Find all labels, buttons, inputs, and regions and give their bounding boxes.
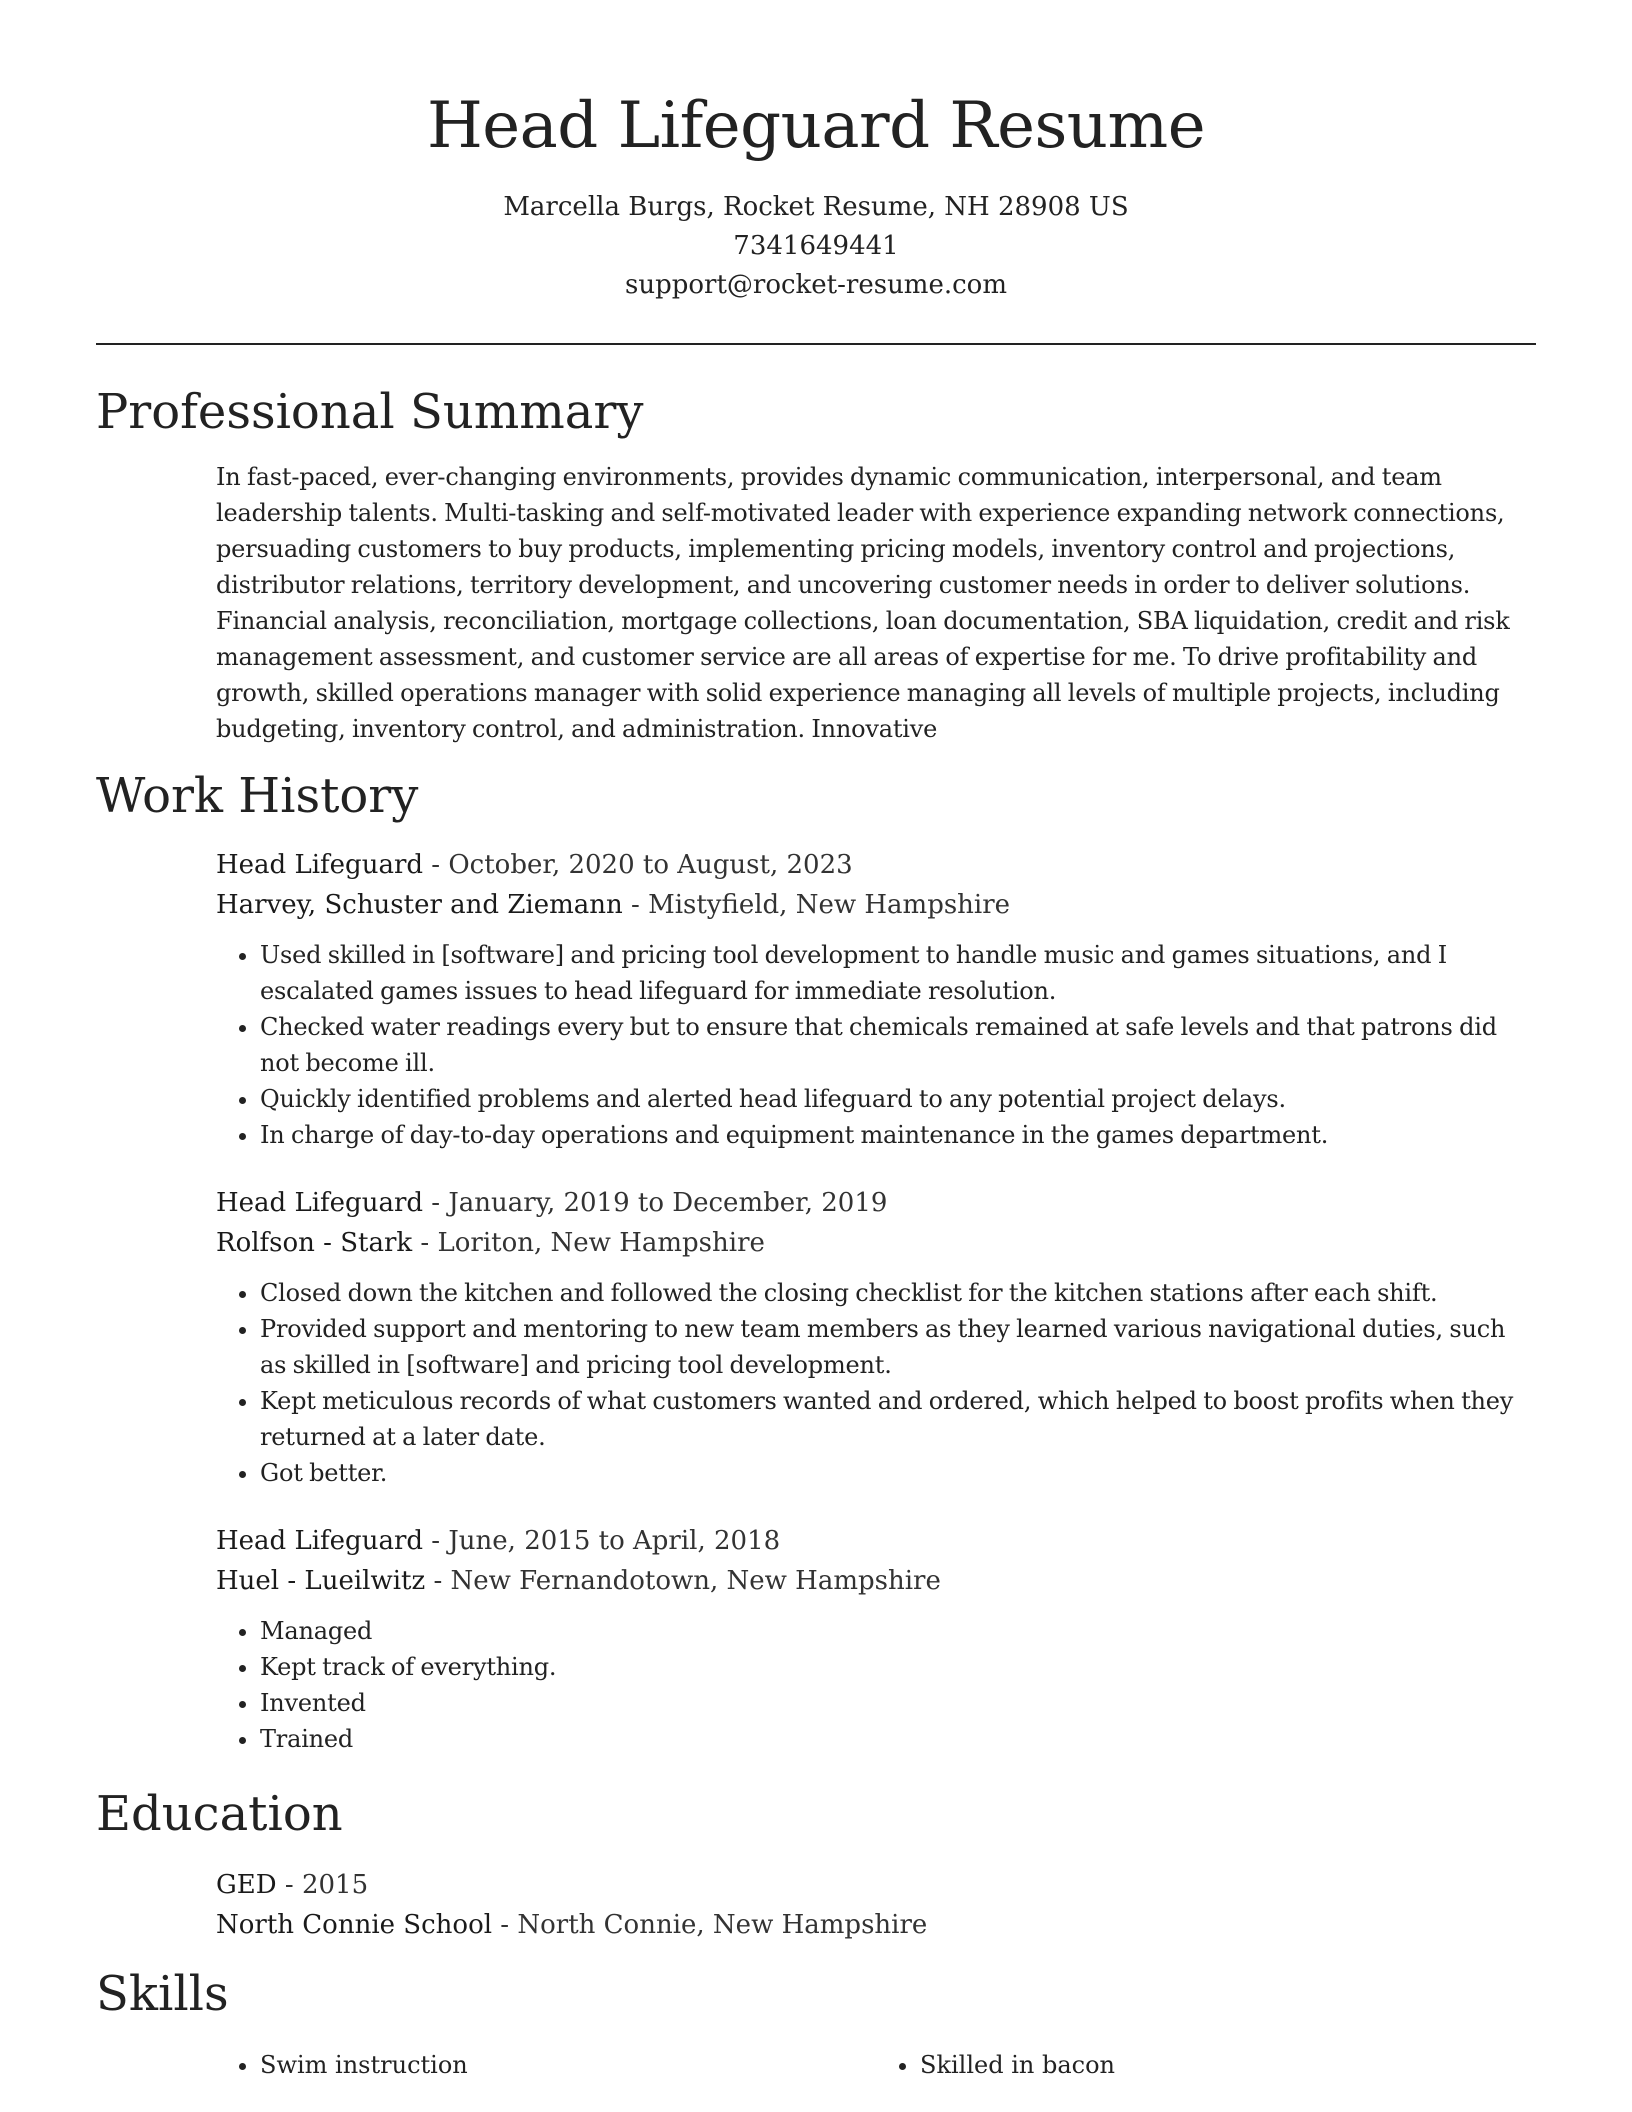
job-bullet: • Used skilled in [software] and pricing tool development to handle music and games situations, and I escalated games issues to head lifeguard for immediate resolution.: [260, 937, 1536, 1009]
job-dates: October, 2020 to August, 2023: [448, 850, 853, 880]
education-heading: Education: [96, 1786, 343, 1842]
work-history-list: [216, 845, 1536, 1757]
job-company: Huel - Lueilwitz: [216, 1566, 426, 1596]
contact-block: [96, 188, 1536, 305]
job-bullet: • Kept meticulous records of what customers wanted and ordered, which helped to boost profits when they returned at a later date.: [260, 1383, 1536, 1455]
job-location: New Fernandotown, New Hampshire: [450, 1566, 941, 1596]
job-company-line: Rolfson - Stark - Loriton, New Hampshire: [216, 1228, 765, 1258]
job-title: Head Lifeguard: [216, 850, 424, 880]
contact-address: Marcella Burgs, Rocket Resume, NH 28908 US: [503, 192, 1129, 222]
job-company: Rolfson - Stark: [216, 1228, 413, 1258]
resume-title: Head Lifeguard Resume: [426, 89, 1206, 163]
job-bullet: • In charge of day-to-day operations and equipment maintenance in the games department.: [260, 1117, 1536, 1153]
work-history-heading: Work History: [96, 768, 419, 824]
job-bullet: • Managed: [260, 1613, 1536, 1649]
education-location: North Connie, New Hampshire: [517, 1910, 928, 1940]
resume-page: [96, 0, 1536, 2083]
job-bullet: • Got better.: [260, 1455, 1536, 1491]
education-school-line: North Connie School - North Connie, New Hampshire: [216, 1910, 928, 1940]
summary-text: In fast-paced, ever-changing environments, provides dynamic communication, interpersonal, and team leadership talents. Multi-tasking and self-motivated leader with experience expanding network connections, persuading customers to buy products, implementing pricing models, inventory control and projections, distributor relations, territory development, and uncovering customer needs in order to deliver solutions. Financial analysis, reconciliation, mortgage collections, loan documentation, SBA liquidation, credit and risk management assessment, and customer service are all areas of expertise for me. To drive profitability and growth, skilled operations manager with solid experience managing all levels of multiple projects, including budgeting, inventory control, and administration. Innovative: [216, 463, 1510, 743]
job-bullets: [216, 937, 1536, 1153]
skills-heading: Skills: [96, 1966, 229, 2022]
job-bullet: • Invented: [260, 1685, 1536, 1721]
job-bullet: • Provided support and mentoring to new team members as they learned various navigational duties, such as skilled in [software] and pricing tool development.: [260, 1311, 1536, 1383]
skill-item: • Swim instruction: [260, 2047, 876, 2083]
job-title: Head Lifeguard: [216, 1188, 424, 1218]
job-dates: June, 2015 to April, 2018: [448, 1526, 781, 1556]
summary-heading: Professional Summary: [96, 384, 644, 440]
job-title-line: Head Lifeguard - October, 2020 to August, 2023: [216, 850, 853, 880]
education-degree: GED: [216, 1870, 277, 1900]
job-company-line: Huel - Lueilwitz - New Fernandotown, New Hampshire: [216, 1566, 941, 1596]
job-title-line: Head Lifeguard - June, 2015 to April, 2018: [216, 1526, 781, 1556]
education-year: 2015: [301, 1870, 369, 1900]
job-dates: January, 2019 to December, 2019: [448, 1188, 888, 1218]
job-entry: [216, 1521, 1536, 1757]
job-bullet: • Kept track of everything.: [260, 1649, 1536, 1685]
job-entry: [216, 845, 1536, 1153]
job-title-line: Head Lifeguard - January, 2019 to December, 2019: [216, 1188, 888, 1218]
education-entry: [216, 1865, 1536, 1945]
header-divider: [96, 343, 1536, 345]
skills-column-right: [876, 2047, 1536, 2083]
skill-item: • Skilled in bacon: [920, 2047, 1536, 2083]
job-bullets: [216, 1613, 1536, 1757]
job-location: Loriton, New Hampshire: [437, 1228, 765, 1258]
job-bullet: • Checked water readings every but to ensure that chemicals remained at safe levels and that patrons did not become ill.: [260, 1009, 1536, 1081]
job-bullets: [216, 1275, 1536, 1491]
education-degree-line: GED - 2015: [216, 1870, 369, 1900]
education-school: North Connie School: [216, 1910, 493, 1940]
skills-grid: [216, 2047, 1536, 2083]
job-entry: [216, 1183, 1536, 1491]
job-company-line: Harvey, Schuster and Ziemann - Mistyfield, New Hampshire: [216, 890, 1011, 920]
job-bullet: • Trained: [260, 1721, 1536, 1757]
job-company: Harvey, Schuster and Ziemann: [216, 890, 623, 920]
job-bullet: • Quickly identified problems and alerted head lifeguard to any potential project delays.: [260, 1081, 1536, 1117]
job-bullet: • Closed down the kitchen and followed the closing checklist for the kitchen stations after each shift.: [260, 1275, 1536, 1311]
contact-phone: 7341649441: [733, 231, 899, 261]
job-title: Head Lifeguard: [216, 1526, 424, 1556]
skills-column-left: [216, 2047, 876, 2083]
contact-email: support@rocket-resume.com: [624, 270, 1007, 300]
job-location: Mistyfield, New Hampshire: [648, 890, 1011, 920]
